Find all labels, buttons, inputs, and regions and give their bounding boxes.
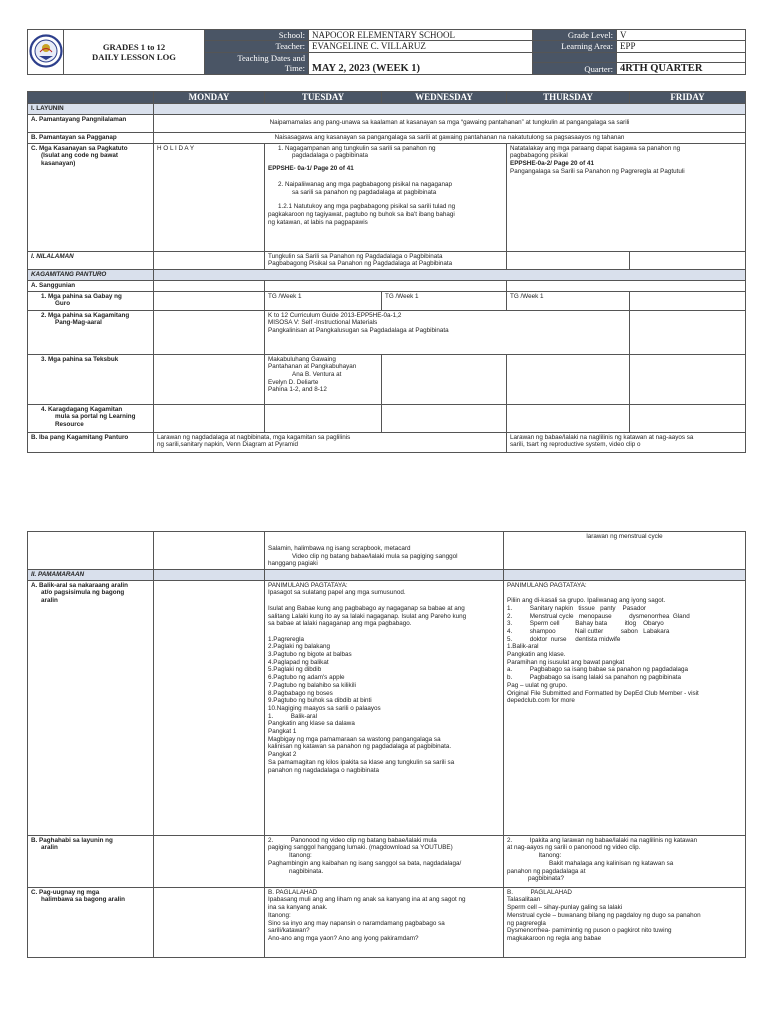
day-tuesday: TUESDAY (265, 92, 382, 104)
cell-line (507, 589, 742, 597)
blank-label (533, 52, 617, 62)
quarter-label: Quarter: (533, 62, 617, 74)
karagdagang-row (28, 404, 746, 432)
teacher-value: EVANGELINE C. VILLARUZ (309, 41, 533, 52)
deped-seal (28, 30, 64, 75)
tg-thursday: TG /Week 1 (507, 291, 630, 310)
balik-aral-tuesday (265, 580, 504, 835)
cell-line: sarili/katawan? (268, 927, 310, 935)
teksbuk-row (28, 354, 746, 404)
kasanayan-thu-3: Pangangalaga sa Sarili sa Panahon ng Pagreregla at Pagtutuli (510, 167, 685, 175)
cell-line: salitang Lalaki kung ito ay sa lalaki nagaganap. Isulat ang Pareho kung (268, 612, 467, 620)
cell-line: 9.Pagtubo ng buhok sa dibdib at binti (268, 697, 372, 705)
cell-line: 1.Pagreregla (268, 635, 305, 643)
kasanayan-tue-4: sa sarili sa panahon ng pagdadalaga at pagbibinata (292, 188, 437, 196)
lesson-table-page-2 (27, 531, 746, 958)
cell-line: panahon ng nagdadalaga o nagbibinata (268, 766, 380, 774)
cell-line: PANIMULANG PAGTATAYA: (268, 581, 348, 589)
cell-line: 1.Balik-aral (507, 643, 539, 651)
karagdagang-label (28, 404, 154, 432)
pamantayan-pagganap-row (28, 132, 746, 143)
blank-value (617, 52, 746, 62)
tg-wednesday: TG /Week 1 (382, 291, 507, 310)
cell-line (268, 628, 500, 636)
kasanayan-tue-1: 1. Nagagampanan ang tungkulin sa sarili sa panahon ng (278, 144, 436, 152)
paghahabi-label-1: B. Paghahabi sa layunin ng (31, 836, 113, 844)
dates-label-2: Time: (284, 63, 305, 74)
teksbuk-4: Evelyn D. Deliarte (268, 378, 319, 386)
continuation-tuesday (265, 532, 504, 570)
pam-thu (504, 570, 746, 581)
pam-tue (265, 570, 504, 581)
kar-fri (630, 404, 746, 432)
cell-line: 7.Pagtubo ng balahibo sa kilikili (268, 681, 356, 689)
iba-pang-thursday (507, 432, 746, 452)
teks-thu (507, 354, 630, 404)
nilalaman-heading: I. NILALAMAN (28, 251, 154, 269)
cell-line: b. Pagbabago sa isang lalaki sa panahon ng pagbibinata (507, 674, 681, 682)
balik-aral-label-2: at/o pagsisimula ng bagong (41, 589, 125, 597)
cell-line: Itanong: (507, 852, 562, 860)
title-line-2: DAILY LESSON LOG (92, 52, 176, 62)
cell-line: 2. Ipakita ang larawan ng babae/lalaki na naglilinis ng katawan (507, 836, 698, 844)
cell-line: sa babae at lalaki nagaganap ang mga pagbabago. (268, 620, 412, 628)
iba-pang-tue-1: Larawan ng nagdadalaga at nagbibinata, mga kagamitan sa paglilinis (157, 433, 351, 441)
gabay-label-2: Guro (55, 300, 71, 308)
pag-uugnay-thursday (504, 887, 746, 957)
cell-line: pagiging sanggol hanggang lumaki. (magdownload sa YOUTUBE) (268, 844, 453, 852)
grade-value: V (617, 30, 746, 41)
gabay-label-1: 1. Mga pahina sa Gabay ng (41, 292, 122, 300)
lesson-log-header (27, 29, 746, 75)
nilalaman-row (28, 251, 746, 269)
kagamitan-row (28, 270, 746, 281)
cell-line: Pangkat 2 (268, 751, 297, 759)
teks-fri (630, 354, 746, 404)
pag-uugnay-label-2: halimbawa sa bagong aralin (41, 896, 125, 904)
cell-line: Pag – uulat ng grupo. (507, 681, 568, 689)
cell-line: Paramihan ng isusulat ang bawat pangkat (507, 658, 625, 666)
dates-label (205, 52, 309, 75)
teksbuk-2: Pantahanan at Pangkabuhayan (268, 363, 357, 371)
cell-line: ng pagreregla (507, 919, 546, 927)
paghahabi-label-2: aralin (41, 844, 58, 852)
pamamaraan-heading: II. PAMAMARAAN (28, 570, 154, 581)
kag-mon (154, 310, 265, 354)
karagdagang-label-3: Resource (55, 420, 84, 428)
kagamitang-mag-aaral-row (28, 310, 746, 354)
kagamitang-text-1: K to 12 Curriculum Guide 2013-EPP5HE-0a-1,2 (268, 311, 402, 319)
balik-aral-label-3: aralin (41, 597, 58, 605)
cell-line: 1. Balik-aral (268, 712, 317, 720)
deped-seal-icon (29, 31, 63, 71)
kar-mon (154, 404, 265, 432)
kasanayan-row (28, 143, 746, 251)
paghahabi-thursday (504, 835, 746, 887)
quarter-value: 4RTH QUARTER (617, 62, 746, 74)
teks-wed (382, 354, 507, 404)
cont-tue-1: Salamin, halimbawa ng isang scrapbook, metacard (268, 544, 411, 552)
pag-uugnay-tuesday (265, 887, 504, 957)
cell-line: Magbigay ng mga pamamaraan sa wastong pangangalaga sa (268, 735, 441, 743)
paghahabi-tuesday (265, 835, 504, 887)
cell-line: B. PAGLALAHAD (268, 888, 318, 896)
cell-line: 3. Sperm cell Bahay bata itlog Obaryo (507, 620, 664, 628)
continuation-thursday: larawan ng menstrual cycle (504, 532, 746, 570)
sanggunian-label: A. Sanggunian (28, 280, 154, 291)
holiday-cell: H O L I D A Y (154, 143, 265, 251)
day-friday: FRIDAY (630, 92, 746, 104)
day-monday: MONDAY (154, 92, 265, 104)
cell-line: nagbibinata. (268, 867, 324, 875)
cell-line: Original File Submitted and Formatted by DepEd Club Member - visit (507, 689, 699, 697)
pamantayang-pangnilalaman-text: Naipamamalas ang pang-unawa sa kaalaman at kasanayan sa mga “gawaing pantahanan” at tungkulin at pangangalaga sa sarili (154, 114, 746, 132)
nilalaman-1: Tungkulin sa Sarili sa Panahon ng Pagdadalaga o Pagbibinata (268, 252, 443, 260)
cell-line: 4. shampoo Nail cutter sabon Labakara (507, 627, 670, 635)
kasanayan-label (28, 143, 154, 251)
area-value: EPP (617, 41, 746, 52)
pamamaraan-row (28, 570, 746, 581)
nilalaman-thu (507, 251, 630, 269)
cell-line: Sa pamamagitan ng kilos ipakita sa klase ang tungkulin sa sarili sa (268, 758, 455, 766)
teacher-label: Teacher: (205, 41, 309, 52)
paghahabi-row (28, 835, 746, 887)
cell-line: Bakit mahalaga ang kalinisan ng katawan sa (507, 859, 674, 867)
cell-line: 10.Nagiging maayos sa sarili o palaayos (268, 704, 381, 712)
cell-line: Talasalitaan (507, 896, 541, 904)
cell-line: 2.Paglaki ng balakang (268, 643, 330, 651)
kagamitang-label-2: Pang-Mag-aaral (55, 319, 102, 327)
cell-line: Pangkatin ang klase. (507, 651, 566, 659)
pam-mon (154, 570, 265, 581)
cell-line: pagbibinata? (507, 875, 565, 883)
cell-line: Ano-ano ang mga yaon? Ano ang iyong pakiramdam? (268, 934, 419, 942)
iba-pang-thu-2: sarili, tsart ng reproductive system, video clip o (510, 441, 641, 449)
day-thursday: THURSDAY (507, 92, 630, 104)
balik-mon (154, 580, 265, 835)
school-label: School: (205, 30, 309, 41)
sanggunian-row (28, 280, 746, 291)
cell-line: magkakaroon ng regla ang babae (507, 934, 602, 942)
kar-tue (265, 404, 382, 432)
teksbuk-text (265, 354, 382, 404)
cont-tue-3: hanggang pagiaki (268, 560, 318, 568)
kasanayan-tuesday (265, 143, 507, 251)
kasanayan-tue-code: EPPSHE- 0a-1/ Page 20 of 41 (268, 165, 354, 173)
nilalaman-2: Pagbabagong Pisikal sa Panahon ng Pagdadalaga at Pagbibinata (268, 260, 453, 268)
kagamitang-label-1: 2. Mga pahina sa Kagamitang (41, 311, 130, 319)
kar-thu (507, 404, 630, 432)
gabay-row (28, 291, 746, 310)
continuation-row (28, 532, 746, 570)
gabay-label (28, 291, 154, 310)
cell-line: Menstrual cycle – buwanang bilang ng pagdaloy ng dugo sa panahon (507, 911, 701, 919)
pamantayan-pagganap-text: Naisasagawa ang kasanayan sa pangangalaga sa sarili at gawaing pantahanan na nakatutulong sa pagsasaayos ng tahanan (154, 132, 746, 143)
cell-line: Ipasagot sa sulatang papel ang mga sumusunod. (268, 589, 406, 597)
day-wednesday: WEDNESDAY (382, 92, 507, 104)
cell-line: Sino sa inyo ang may napansin o naramdamang pagbabago sa (268, 919, 445, 927)
layunin-heading: I. LAYUNIN (28, 104, 154, 115)
balik-aral-thursday (504, 580, 746, 835)
nilalaman-fri (630, 251, 746, 269)
gabay-fri (630, 291, 746, 310)
cell-line: Itanong: (268, 852, 312, 860)
kasanayan-label-3: kasanayan) (41, 160, 76, 168)
uugnay-mon (154, 887, 265, 957)
kasanayan-tue-3: 2. Naipaliiwanag ang mga pagbabagong pisikal na nagaganap (278, 180, 453, 188)
log-title (64, 30, 205, 75)
lesson-table-page-1 (27, 91, 746, 453)
pag-uugnay-row (28, 887, 746, 957)
dates-value: MAY 2, 2023 (WEEK 1) (309, 52, 533, 75)
cell-line: B. PAGLALAHAD (507, 888, 572, 896)
cell-line: Isulat ang Babae kung ang pagbabago ay nagaganap sa babae at ang (268, 604, 465, 612)
balik-aral-row (28, 580, 746, 835)
teks-mon (154, 354, 265, 404)
tg-tuesday: TG /Week 1 (265, 291, 382, 310)
paghahabi-mon (154, 835, 265, 887)
cell-line: at nag-aayos ng sarili o panonood ng video clip. (507, 844, 641, 852)
teksbuk-3: Ana B. Ventura at (292, 370, 342, 378)
kasanayan-tue-2: pagdadalaga o pagbibinata (292, 152, 368, 160)
kag-fri (630, 310, 746, 354)
kasanayan-thu-2: pagbabagong pisikal (510, 152, 568, 160)
nilalaman-mon (154, 251, 265, 269)
karagdagang-label-2: mula sa portal ng Learning (55, 413, 136, 421)
pag-uugnay-label-1: C. Pag-uugnay ng mga (31, 888, 100, 896)
cell-line: 6.Pagtubo ng adam's apple (268, 674, 345, 682)
cell-line: Piliin ang di-kasali sa grupo. Ipaliwanag ang iyong sagot. (507, 597, 666, 605)
sang-mon (154, 280, 265, 291)
kasanayan-tue-5: 1.2.1 Natutukoy ang mga pagbabagong pisikal sa sarili tulad ng (278, 203, 456, 211)
iba-pang-tuesday (154, 432, 507, 452)
teksbuk-1: Makabuluhang Gawaing (268, 355, 336, 363)
pamantayang-pangnilalaman-label: A. Pamantayang Pangnilalaman (28, 114, 154, 132)
day-header-blank (28, 92, 154, 104)
cont-tue-2: Video clip ng batang babae/lalaki mula sa pagiging sanggol (292, 552, 458, 560)
cell-line: Ipabasang muli ang ang liham ng anak sa kanyang ina at ang sagot ng (268, 896, 466, 904)
cell-line: Pangkatin ang klase sa dalawa (268, 720, 355, 728)
kasanayan-thu-code: EPPSHE-0a-2/ Page 20 of 41 (510, 160, 594, 168)
kasanayan-thursday (507, 143, 746, 251)
paghahabi-label (28, 835, 154, 887)
kar-wed (382, 404, 507, 432)
cell-line: PANIMULANG PAGTATAYA: (507, 581, 587, 589)
cell-line: 2. Panonood ng video clip ng batang babae/lalaki mula (268, 836, 437, 844)
kasanayan-label-2: (Isulat ang code ng bawat (41, 152, 118, 160)
kasanayan-label-1: C. Mga Kasanayan sa Pagkatuto (31, 144, 128, 152)
kagamitang-text-3: Pangkalinisan at Pangkalusugan sa Pagdadalaga at Pagbibinata (268, 326, 449, 334)
area-label: Learning Area: (533, 41, 617, 52)
day-header-row (28, 92, 746, 104)
iba-pang-kagamitan-row (28, 432, 746, 452)
cell-line: Dysmenorrhea- pamimintig ng puson o pagkirot nito tuwing (507, 927, 672, 935)
cell-line: depedclub.com for more (507, 697, 575, 705)
grade-label: Grade Level: (533, 30, 617, 41)
balik-aral-label-1: A. Balik-aral sa nakaraang aralin (31, 581, 128, 589)
pamantayan-pagganap-label: B. Pamantayan sa Pagganap (28, 132, 154, 143)
cont-mon (154, 532, 265, 570)
kagamitang-label (28, 310, 154, 354)
cell-line: kalinisan ng katawan sa panahon ng pagdadalaga at pagbibinata. (268, 743, 452, 751)
teksbuk-label (28, 354, 154, 404)
dates-label-1: Teaching Dates and (237, 53, 305, 64)
cell-line: 3.Pagtubo ng bigote at balbas (268, 651, 352, 659)
cell-line: 5.Paglaki ng dibdib (268, 666, 322, 674)
iba-pang-thu-1: Larawan ng babae/lalaki na naglilinis ng katawan at nag-aayos sa (510, 433, 694, 441)
school-value: NAPOCOR ELEMENTARY SCHOOL (309, 30, 533, 41)
nilalaman-text (265, 251, 507, 269)
layunin-row (28, 104, 746, 115)
layunin-blank (154, 104, 746, 115)
teksbuk-5: Pahina 1-2, and 8-12 (268, 386, 327, 394)
balik-aral-label (28, 580, 154, 835)
pamantayang-pangnilalaman-row (28, 114, 746, 132)
cont-label (28, 532, 154, 570)
pag-uugnay-label (28, 887, 154, 957)
cell-line: Itanong: (268, 911, 291, 919)
teksbuk-label-1: 3. Mga pahina sa Teksbuk (41, 355, 119, 363)
cell-line: 2. Menstrual cycle menopause dysmenorrhea Gland (507, 612, 690, 620)
cell-line: panahon ng pagdadalaga at (507, 867, 586, 875)
gabay-mon (154, 291, 265, 310)
cell-line: Pangkat 1 (268, 728, 297, 736)
kasanayan-tue-7: ng katawan, at labis na pagpapawis (268, 218, 368, 226)
iba-pang-label: B. Iba pang Kagamitang Panturo (28, 432, 154, 452)
cell-line: 1. Sanitary napkin tissue panty Pasador (507, 604, 646, 612)
kagamitang-text (265, 310, 630, 354)
cell-line: ina sa kanyang anak. (268, 904, 328, 912)
karagdagang-label-1: 4. Karagdagang Kagamitan (41, 405, 123, 413)
sang-tue (265, 280, 507, 291)
kasanayan-thu-1: Natatalakay ang mga paraang dapat isagawa sa panahon ng (510, 144, 681, 152)
kagamitan-blank (154, 270, 746, 281)
title-line-1: GRADES 1 to 12 (102, 42, 166, 52)
kagamitang-text-2: MISOSA V: Self -Instructional Materials (268, 319, 378, 327)
cell-line: a. Pagbabago sa isang babae sa panahon ng pagdadalaga (507, 666, 689, 674)
cell-line (268, 597, 500, 605)
sang-thu (507, 280, 746, 291)
cell-line: Sperm cell – sihay-punlay galing sa lalaki (507, 904, 623, 912)
cell-line: 8.Pagbabago ng boses (268, 689, 333, 697)
cell-line: Paghambingin ang kaibahan ng isang sanggol sa bata, nagdadalaga/ (268, 859, 462, 867)
cell-line: 4.Paglapad ng balikat (268, 658, 329, 666)
kasanayan-tue-6: pagkakaroon ng tagiyawat, pagtubo ng buhok sa iba't ibang bahagi (268, 210, 455, 218)
iba-pang-tue-2: ng sarili,sanitary napkin, Venn Diagram at Pyramid (157, 441, 299, 449)
kagamitan-heading: KAGAMITANG PANTURO (28, 270, 154, 281)
cell-line: 5. doktor nurse dentista midwife (507, 635, 621, 643)
